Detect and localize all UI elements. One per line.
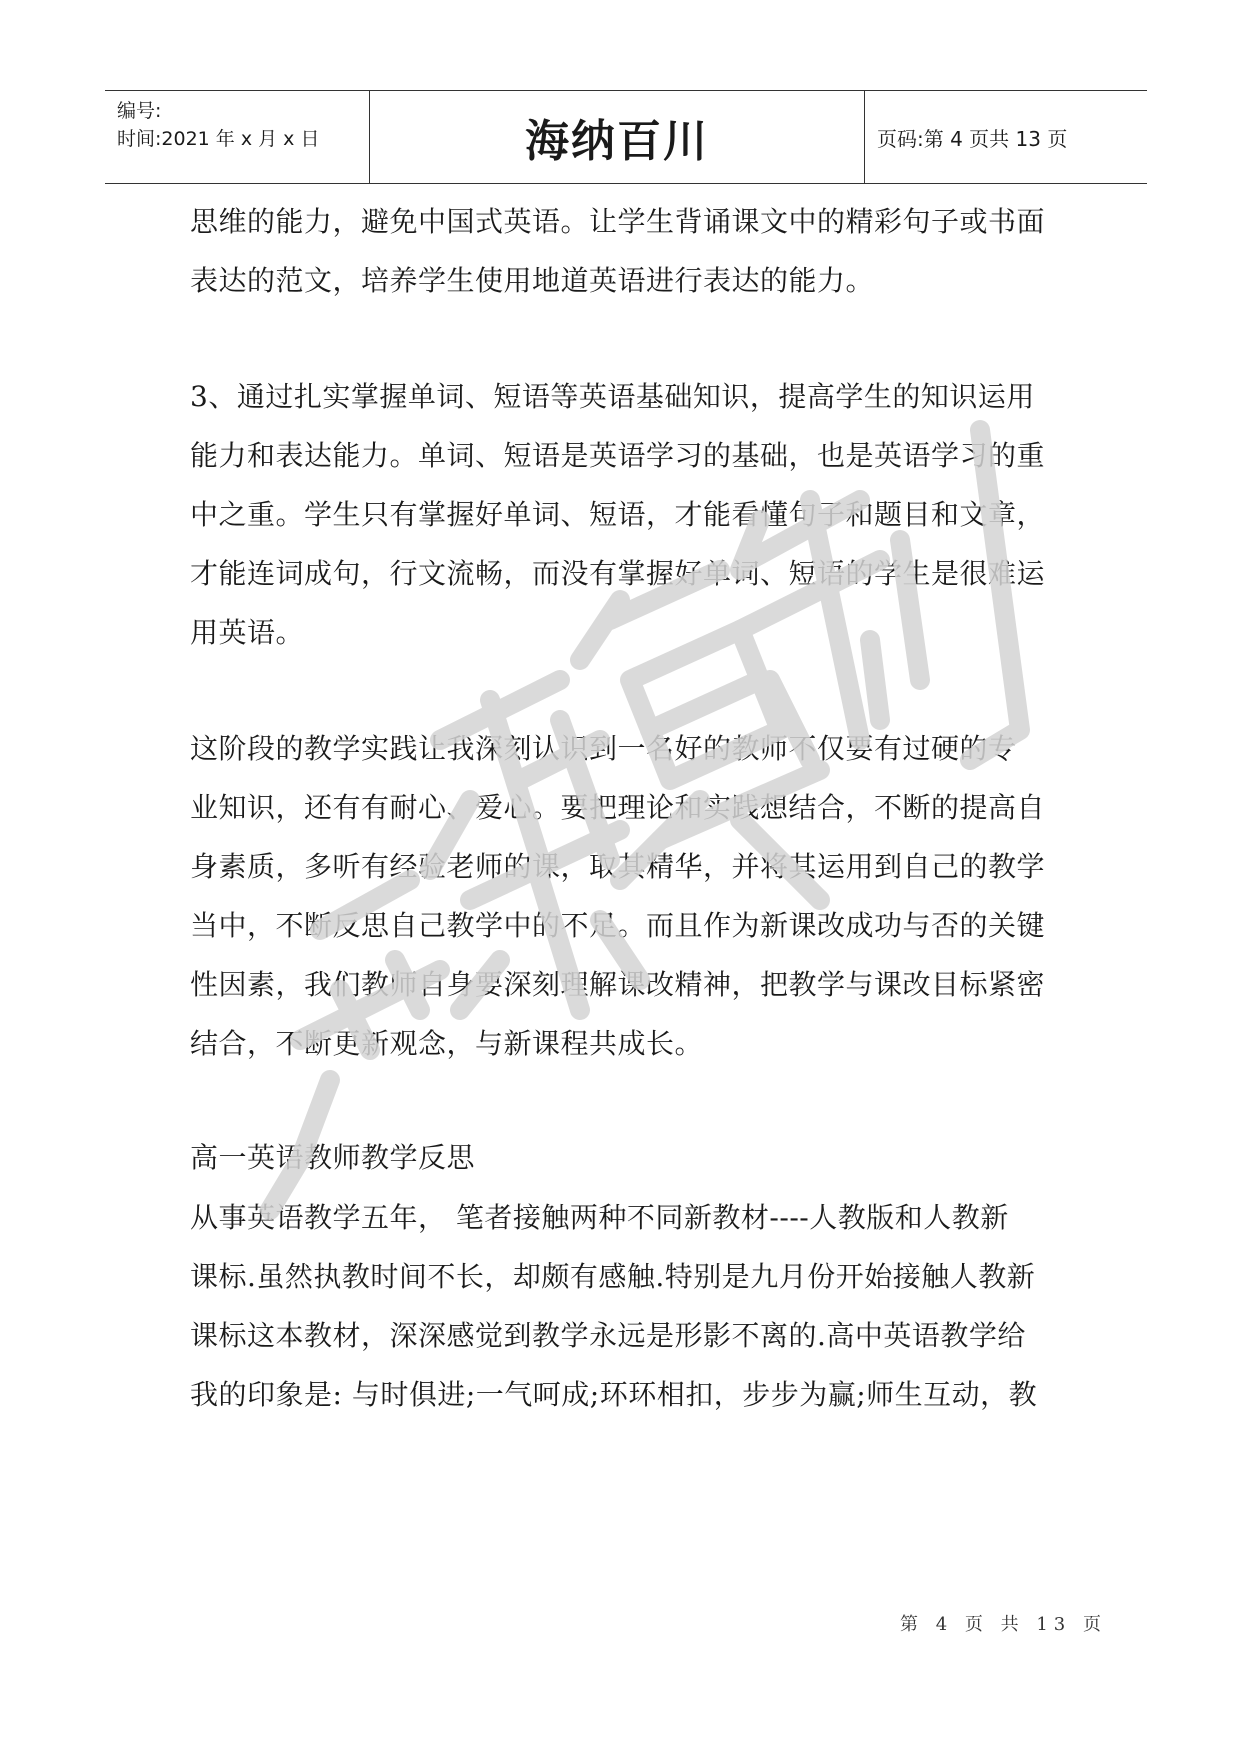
paragraph-line: 这阶段的教学实践让我深刻认识到一名好的教师不仅要有过硬的专: [190, 732, 1017, 765]
header-title: 海纳百川: [525, 116, 709, 167]
header-page-cell: [865, 91, 1147, 183]
paragraph-line: 用英语。: [190, 616, 305, 649]
paragraph-line: 3、通过扎实掌握单词、短语等英语基础知识，提高学生的知识运用: [190, 380, 1035, 413]
paragraph-line: 从事英语教学五年， 笔者接触两种不同新教材----人教版和人教新: [190, 1201, 1009, 1234]
page-footer: 第 4 页 共 13 页: [900, 1614, 1107, 1635]
paragraph-line: 课标这本教材，深深感觉到教学永远是形影不离的.高中英语教学给: [190, 1319, 1026, 1352]
document-header: [105, 90, 1147, 184]
paragraph-line: 课标.虽然执教时间不长，却颇有感触.特别是九月份开始接触人教新: [190, 1260, 1036, 1293]
paragraph-line: 性因素，我们教师自身要深刻理解课改精神，把教学与课改目标紧密: [190, 968, 1046, 1001]
header-title-cell: [369, 91, 865, 183]
document-time-label: 时间:2021 年 x 月 x 日: [117, 128, 320, 150]
paragraph-line: 能力和表达能力。单词、短语是英语学习的基础，也是英语学习的重: [190, 439, 1046, 472]
paragraph-line: 当中，不断反思自己教学中的不足。而且作为新课改成功与否的关键: [190, 909, 1046, 942]
paragraph-line: 表达的范文，培养学生使用地道英语进行表达的能力。: [190, 264, 875, 297]
paragraph-line: 身素质，多听有经验老师的课，取其精华，并将其运用到自己的教学: [190, 850, 1046, 883]
paragraph-line: 我的印象是: 与时俱进;一气呵成;环环相扣，步步为赢;师生互动，教: [190, 1378, 1038, 1411]
paragraph-line: 才能连词成句，行文流畅，而没有掌握好单词、短语的学生是很难运: [190, 557, 1046, 590]
header-page-label: 页码:第 4 页共 13 页: [877, 126, 1068, 151]
paragraph-line: 业知识，还有有耐心、爱心。要把理论和实践想结合，不断的提高自: [190, 791, 1046, 824]
section-heading: 高一英语教师教学反思: [190, 1141, 476, 1174]
header-meta: [105, 91, 369, 183]
paragraph-line: 结合，不断更新观念，与新课程共成长。: [190, 1027, 704, 1060]
paragraph-line: 中之重。学生只有掌握好单词、短语，才能看懂句子和题目和文章，: [190, 498, 1046, 531]
document-number-label: 编号:: [117, 100, 162, 122]
paragraph-line: 思维的能力，避免中国式英语。让学生背诵课文中的精彩句子或书面: [190, 205, 1046, 238]
